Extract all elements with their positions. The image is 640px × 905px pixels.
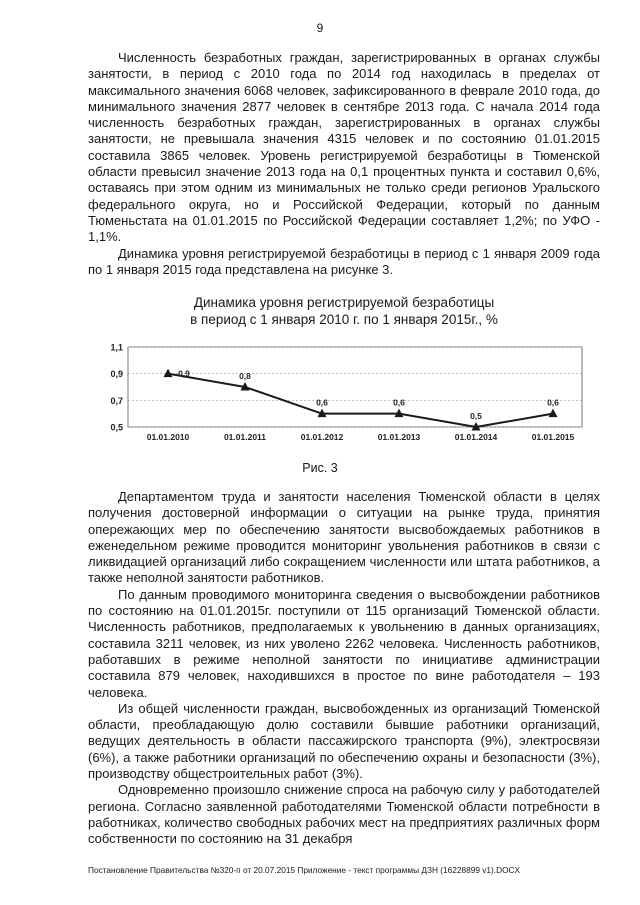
chart-title-line-2: в период с 1 января 2010 г. по 1 января 2015г., %: [190, 312, 498, 327]
data-label: 0,8: [239, 371, 251, 381]
data-point-marker: [549, 409, 558, 418]
y-tick-label: 0,5: [110, 422, 123, 433]
data-label: 0,6: [316, 397, 328, 408]
paragraphs-bottom: [88, 489, 600, 848]
data-label: 0,5: [470, 411, 482, 421]
x-tick-label: 01.01.2011: [223, 432, 267, 442]
x-tick-label: 01.01.2015: [531, 432, 575, 442]
data-label: 0,6: [547, 397, 559, 408]
paragraph: Динамика уровня регистрируемой безработицы в период с 1 января 2009 года по 1 января 2015 года представлена на рисунке 3.: [88, 245, 600, 277]
paragraph: Численность безработных граждан, зарегистрированных в органах службы занятости, в период с 2010 года по 2014 год находилась в пределах от максимального значения 6068 человек, зафиксированного в феврале 2010 года, до минимального значения 2877 человек в сентябре 2013 года. С начала 2014 года численность безработных граждан, зарегистрированных в органах службы занятости, не превышала значения 4315 человек и по состоянию 01.01.2015 составила 3865 человек. Уровень регистрируемой безработицы в Тюменской области превысил значение 2013 года на 0,1 процентных пункта и составил 0,6%, оставаясь при этом одним из минимальных не только среди регионов Уральского федерального округа, но и Российской Федерации, который по данным Тюменьстата на 01.01.2015 по Российской Федерации составляет 1,2%; по УФО - 1,1%.: [88, 50, 600, 245]
data-label: 0,9: [178, 368, 190, 379]
data-point-marker: [164, 369, 173, 378]
y-tick-label: 1,1: [110, 342, 123, 353]
x-tick-label: 01.01.2014: [454, 432, 498, 442]
y-tick-label: 0,7: [110, 395, 123, 406]
page-number: 9: [316, 21, 324, 35]
x-tick-label: 01.01.2013: [377, 432, 421, 442]
x-tick-label: 01.01.2010: [146, 432, 190, 442]
chart-title: [88, 294, 600, 328]
figure-caption: Рис. 3: [302, 461, 338, 475]
chart-title-line-1: Динамика уровня регистрируемой безработицы: [193, 295, 495, 310]
unemployment-line-chart: [100, 335, 590, 450]
paragraph: Одновременно произошло снижение спроса на рабочую силу у работодателей региона. Согласно заявленной работодателями Тюменской области потребности в работниках, количество свободных рабочих мест на предприятиях различных форм собственности по состоянию на 31 декабря: [88, 782, 600, 847]
paragraph: Из общей численности граждан, высвобожденных из организаций Тюменской области, преобладающую долю составили бывшие работники организаций, ведущих деятельность в области пассажирского транспорта (9%), электросвязи (6%), а также работники организаций по обеспечению охраны и безопасности (3%), производству общестроительных работ (3%).: [88, 700, 600, 782]
plot-area-frame: [128, 347, 582, 427]
paragraph: По данным проводимого мониторинга сведения о высвобождении работников по состоянию на 01.01.2015г. поступили от 115 организаций Тюменской области. Численность работников, предполагаемых к увольнению в данных организациях, составила 3211 человек, из них уволено 2262 человека. Численность работников, работавших в режиме неполной занятости по инициативе администрации составила 879 человек, находившихся в простое по вине работодателя – 193 человека.: [88, 586, 600, 700]
data-label: 0,6: [393, 397, 405, 408]
paragraph: Департаментом труда и занятости населения Тюменской области в целях получения достоверной информации о ситуации на рынке труда, принятия опережающих мер по обеспечению занятости высвобождаемых работников в еженедельном режиме проводится мониторинг увольнения работников в связи с ликвидацией организаций либо сокращением численности или штата работников, а также неполной занятости работников.: [88, 489, 600, 586]
x-tick-label: 01.01.2012: [300, 432, 344, 442]
y-tick-label: 0,9: [110, 369, 123, 380]
paragraphs-top: [88, 50, 600, 278]
document-footer: Постановление Правительства №320-п от 20.07.2015 Приложение - текст программы ДЗН (16228899 v1).DOCX: [88, 865, 521, 875]
